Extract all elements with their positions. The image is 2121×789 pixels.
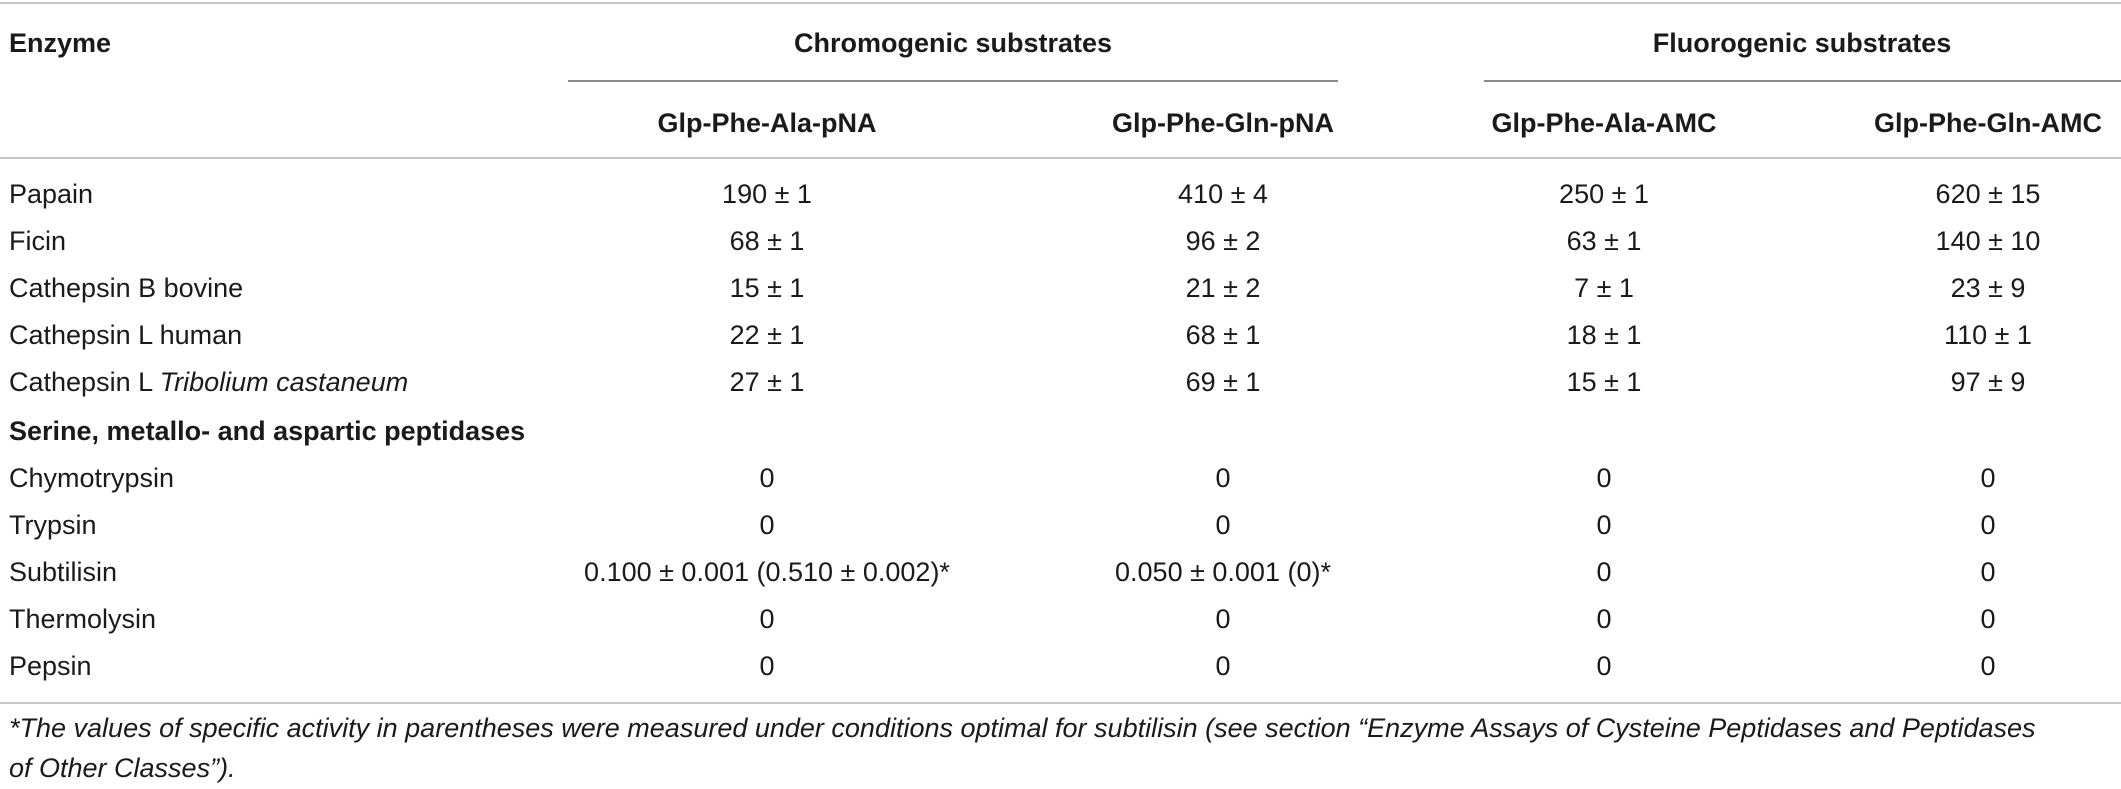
value-cell: 18 ± 1: [1566, 320, 1642, 350]
column-header-glp-phe-gln-amc: Glp-Phe-Gln-AMC: [1874, 108, 2102, 138]
value-cell: 0.050 ± 0.001 (0)*: [1115, 557, 1331, 587]
enzyme-name: Cathepsin B bovine: [9, 273, 244, 303]
value-cell: 0: [1596, 463, 1612, 493]
footnote-line-2: of Other Classes”).: [9, 753, 236, 783]
fluorogenic-group-rule: [1484, 80, 2121, 82]
value-cell: 0: [1596, 651, 1612, 681]
chromogenic-group-rule: [568, 80, 1338, 82]
value-cell: 0: [759, 604, 775, 634]
value-cell: 140 ± 10: [1935, 226, 2041, 256]
value-cell: 0: [1980, 463, 1996, 493]
value-cell: 68 ± 1: [729, 226, 805, 256]
value-cell: 0: [1215, 604, 1231, 634]
value-cell: 0: [1215, 651, 1231, 681]
enzyme-name: Chymotrypsin: [9, 463, 175, 493]
value-cell: 0: [759, 463, 775, 493]
value-cell: 0.100 ± 0.001 (0.510 ± 0.002)*: [584, 557, 950, 587]
value-cell: 0: [759, 651, 775, 681]
value-cell: 0: [1215, 510, 1231, 540]
value-cell: 15 ± 1: [729, 273, 805, 303]
value-cell: 0: [1980, 651, 1996, 681]
enzyme-name: Trypsin: [9, 510, 97, 540]
value-cell: 23 ± 9: [1950, 273, 2026, 303]
value-cell: 0: [1980, 557, 1996, 587]
table-footnote: [0, 708, 2121, 788]
value-cell: 22 ± 1: [729, 320, 805, 350]
value-cell: 27 ± 1: [729, 367, 805, 397]
value-cell: 0: [1980, 604, 1996, 634]
value-cell: 250 ± 1: [1559, 179, 1649, 209]
value-cell: 63 ± 1: [1566, 226, 1642, 256]
enzyme-species: Tribolium castaneum: [159, 367, 409, 397]
table-top-rule: [0, 2, 2121, 4]
value-cell: 0: [759, 510, 775, 540]
column-header-glp-phe-ala-amc: Glp-Phe-Ala-AMC: [1491, 108, 1717, 138]
value-cell: 68 ± 1: [1185, 320, 1261, 350]
value-cell: 110 ± 1: [1944, 320, 2032, 350]
footnote-line-1: *The values of specific activity in parentheses were measured under conditions optimal for subtilisin (see section “Enzyme Assays of Cysteine Peptidases and Peptidases: [9, 713, 2036, 743]
value-cell: 0: [1596, 557, 1612, 587]
value-cell: 97 ± 9: [1950, 367, 2026, 397]
enzyme-name: Cathepsin L human: [9, 320, 243, 350]
header-bottom-rule: [0, 157, 2121, 159]
enzyme-name: Thermolysin: [9, 604, 157, 634]
value-cell: 0: [1596, 510, 1612, 540]
group-header-chromogenic: Chromogenic substrates: [793, 28, 1113, 58]
table-bottom-rule: [0, 702, 2121, 704]
enzyme-name: Pepsin: [9, 651, 92, 681]
value-cell: 7 ± 1: [1574, 273, 1634, 303]
value-cell: 190 ± 1: [722, 179, 812, 209]
value-cell: 620 ± 15: [1935, 179, 2041, 209]
value-cell: 410 ± 4: [1178, 179, 1268, 209]
enzyme-name: [9, 365, 408, 399]
value-cell: 21 ± 2: [1185, 273, 1261, 303]
enzyme-name-prefix: Cathepsin L: [9, 367, 160, 397]
value-cell: 15 ± 1: [1566, 367, 1642, 397]
value-cell: 0: [1980, 510, 1996, 540]
value-cell: 0: [1596, 604, 1612, 634]
enzyme-name: Papain: [9, 179, 94, 209]
enzyme-name: Subtilisin: [9, 557, 118, 587]
section-label: Serine, metallo- and aspartic peptidases: [9, 416, 526, 446]
value-cell: 69 ± 1: [1185, 367, 1261, 397]
value-cell: 96 ± 2: [1185, 226, 1261, 256]
enzyme-column-header: Enzyme: [9, 28, 112, 58]
enzyme-name: Ficin: [9, 226, 67, 256]
group-header-fluorogenic: Fluorogenic substrates: [1652, 28, 1952, 58]
value-cell: 0: [1215, 463, 1231, 493]
column-header-glp-phe-gln-pna: Glp-Phe-Gln-pNA: [1112, 108, 1334, 138]
column-header-glp-phe-ala-pna: Glp-Phe-Ala-pNA: [657, 108, 877, 138]
